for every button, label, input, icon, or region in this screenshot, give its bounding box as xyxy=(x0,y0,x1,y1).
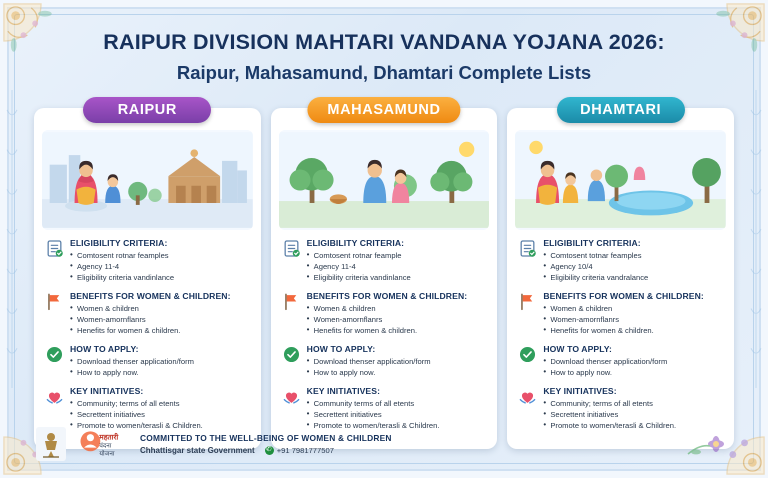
border-pattern-left xyxy=(4,90,20,388)
section-items xyxy=(307,250,411,283)
list-item: • Secrettent initiatives xyxy=(543,409,676,420)
section-items xyxy=(70,303,231,336)
footer xyxy=(22,422,746,466)
section-items xyxy=(307,303,468,336)
list-item: • Women & children xyxy=(70,303,231,314)
list-item: • Agency 11-4 xyxy=(307,261,411,272)
page-title xyxy=(40,30,728,83)
list-item: • Henefits for women & children. xyxy=(307,325,468,336)
list-item: • Community terms of all etents xyxy=(307,398,440,409)
district-card-mahasamund[interactable] xyxy=(271,102,498,449)
section-heading: HOW TO APPLY: xyxy=(306,344,376,354)
list-item: • Henefits for women & children. xyxy=(70,325,231,336)
government-emblem-icon xyxy=(36,427,66,461)
list-item: • Download thenser application/form xyxy=(70,356,194,367)
floral-flourish-icon xyxy=(686,428,732,462)
list-item: • Secrettent initiatives xyxy=(307,409,440,420)
section-items xyxy=(543,303,704,336)
section-list xyxy=(515,238,726,431)
section-items xyxy=(70,250,174,283)
flag-icon xyxy=(282,292,301,311)
list-item: • Women-amornflanrs xyxy=(543,314,704,325)
section-benefits xyxy=(45,291,250,336)
section-list xyxy=(42,238,253,431)
footer-phone[interactable] xyxy=(265,446,334,455)
list-item: • Download thenser application/form xyxy=(543,356,667,367)
list-item: • How to apply now. xyxy=(543,367,667,378)
svg-text:महतारी: महतारी xyxy=(99,432,119,442)
title-line-2: Raipur, Mahasamund, Dhamtari Complete Lists xyxy=(176,61,592,83)
list-item: • Promote to women/terasli & Children. xyxy=(70,420,203,431)
list-item: • Women & children xyxy=(307,303,468,314)
svg-text:योजना: योजना xyxy=(99,450,115,458)
section-items xyxy=(543,250,648,283)
section-benefits xyxy=(518,291,723,336)
section-how-to-apply xyxy=(282,344,487,378)
district-card-raipur[interactable] xyxy=(34,102,261,449)
section-heading: BENEFITS FOR WOMEN & CHILDREN: xyxy=(543,291,704,301)
heart-hands-icon xyxy=(282,387,301,406)
list-item: • Promote to women/terasli & Children. xyxy=(307,420,440,431)
list-item: • Women & children xyxy=(543,303,704,314)
section-eligibility xyxy=(45,238,250,283)
border-pattern-right xyxy=(748,90,764,388)
district-badge-dhamtari: DHAMTARI xyxy=(557,97,685,123)
title-line-1: RAIPUR DIVISION MAHTARI VANDANA YOJANA 2026: xyxy=(103,30,665,54)
check-circle-icon xyxy=(282,345,301,364)
section-eligibility xyxy=(518,238,723,283)
section-heading: KEY INITIATIVES: xyxy=(543,386,617,396)
section-heading: BENEFITS FOR WOMEN & CHILDREN: xyxy=(306,291,468,301)
list-item: • Women-amornflanrs xyxy=(307,314,468,325)
section-heading: HOW TO APPLY: xyxy=(543,344,612,354)
district-badge-mahasamund: MAHASAMUND xyxy=(307,97,460,123)
section-heading: ELIGIBILITY CRITERIA: xyxy=(70,238,168,248)
list-item: • Promote to women/terasli & Children. xyxy=(543,420,676,431)
flag-icon xyxy=(45,292,64,311)
footer-tagline: COMMITTED TO THE WELL-BEING OF WOMEN & CHILDREN xyxy=(140,433,392,443)
section-benefits xyxy=(282,291,487,336)
section-heading: KEY INITIATIVES: xyxy=(70,386,144,396)
heart-hands-icon xyxy=(518,387,537,406)
section-list xyxy=(279,238,490,431)
list-item: • Women-amornflanrs xyxy=(70,314,231,325)
phone-icon xyxy=(265,446,274,455)
list-item: • Comtosent totnar feamples xyxy=(543,250,648,261)
district-badge-raipur: RAIPUR xyxy=(83,97,211,123)
check-circle-icon xyxy=(518,345,537,364)
district-card-list xyxy=(34,102,734,449)
list-item: • Eligibility criteria vandinlance xyxy=(70,272,174,283)
section-heading: ELIGIBILITY CRITERIA: xyxy=(543,238,641,248)
section-eligibility xyxy=(282,238,487,283)
section-heading: KEY INITIATIVES: xyxy=(306,386,381,396)
section-heading: ELIGIBILITY CRITERIA: xyxy=(306,238,405,248)
list-item: • How to apply now. xyxy=(307,367,431,378)
document-checklist-icon xyxy=(282,239,301,258)
section-how-to-apply xyxy=(45,344,250,378)
footer-phone-number: +91 7981777507 xyxy=(276,446,334,455)
flag-icon xyxy=(518,292,537,311)
footer-text-block xyxy=(140,433,392,455)
list-item: • Community; terms of all etents xyxy=(70,398,203,409)
section-items xyxy=(307,356,431,378)
list-item: • Agency 11-4 xyxy=(70,261,174,272)
section-items xyxy=(70,356,194,378)
illustration-dhamtari xyxy=(515,130,726,230)
section-how-to-apply xyxy=(518,344,723,378)
footer-government: Chhattisgar state Government xyxy=(140,446,255,455)
list-item: • Eligibility criteria vandinlance xyxy=(307,272,411,283)
svg-text:वंदना: वंदना xyxy=(99,442,112,450)
district-card-dhamtari[interactable] xyxy=(507,102,734,449)
document-checklist-icon xyxy=(518,239,537,258)
list-item: • Eligibility criteria vandralance xyxy=(543,272,648,283)
list-item: • How to apply now. xyxy=(70,367,194,378)
check-circle-icon xyxy=(45,345,64,364)
section-items xyxy=(543,356,667,378)
document-checklist-icon xyxy=(45,239,64,258)
illustration-raipur xyxy=(42,130,253,230)
illustration-mahasamund xyxy=(279,130,490,230)
list-item: • Download thenser application/form xyxy=(307,356,431,367)
list-item: • Secrettent initiatives xyxy=(70,409,203,420)
scheme-logo xyxy=(76,426,130,462)
list-item: • Agency 10/4 xyxy=(543,261,648,272)
heart-hands-icon xyxy=(45,387,64,406)
list-item: • Community; terms of all etents xyxy=(543,398,676,409)
list-item: • Henefits for women & children. xyxy=(543,325,704,336)
list-item: • Comtosent rotnar feamples xyxy=(70,250,174,261)
section-heading: HOW TO APPLY: xyxy=(70,344,139,354)
section-heading: BENEFITS FOR WOMEN & CHILDREN: xyxy=(70,291,231,301)
list-item: • Comtosent rotnar feample xyxy=(307,250,411,261)
